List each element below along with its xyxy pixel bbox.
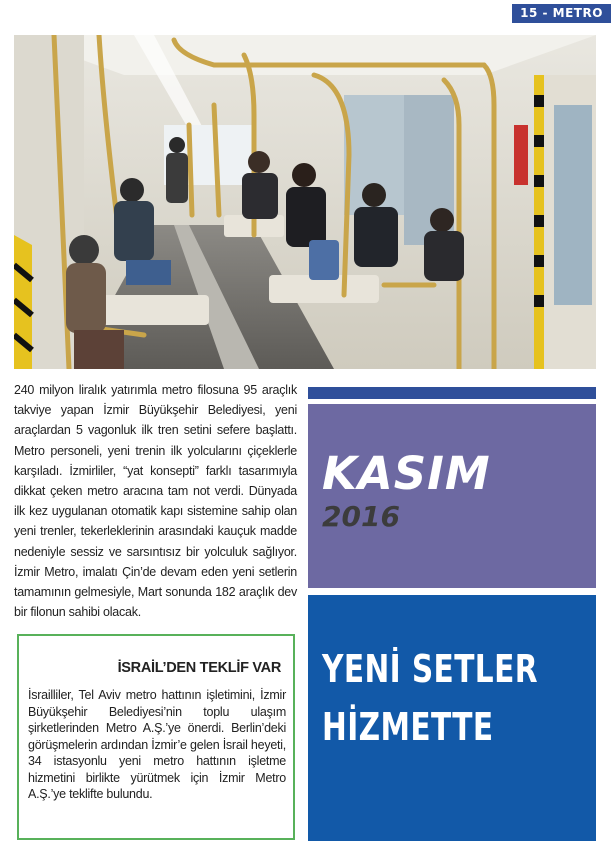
divider-bar	[308, 387, 596, 399]
metro-interior-photo	[14, 35, 596, 369]
article-body: 240 milyon liralık yatırımla metro filosuna 95 araçlık takviye yapan İzmir Büyükşehir Belediyesi, yeni araçlardan 5 vagonluk ilk tren setini sefere başlattı. Metro personeli, yeni trenin ilk yolcularını çiçeklerle karşıladı. İzmirliler, “yat konsepti” farklı tasarımıyla dikkat çeken metro aracına tam not verdi. Dünyada ilk kez uygulanan otomatik kapı sistemine sahip olan yeni trenler, tekerleklerinin arasındaki kauçuk madde nedeniyle sessiz ve sarsıntısız bir yolculuk sağlıyor. İzmir Metro, imalatı Çin’de devam eden yeni setlerin tamamının gelmesiyle, Mart sonunda 182 araçlık dev bir filonun sahibi olacak.	[14, 383, 297, 620]
date-year: 2016	[322, 500, 400, 533]
sidebox-text: İsrailliler, Tel Aviv metro hattının işletimini, İzmir Büyükşehir Belediyesi’nin toplu ulaşım şirketlerinden Metro A.Ş.’ye önerdi. Berlin’deki görüşmelerin ardından İzmir’e gelen İsrail heyeti, 34 istasyonlu yeni metro hattının işletme hizmetini birlikte yürütmek için İzmir Metro A.Ş.’ye teklifte bulundu.	[28, 688, 286, 801]
headline	[322, 640, 538, 756]
sidebox-title: İSRAİL’DEN TEKLİF VAR	[117, 660, 281, 676]
page-number-tag: 15 - METRO	[512, 4, 611, 23]
headline-line-2: HİZMETTE	[322, 705, 494, 749]
israel-offer-box	[17, 634, 295, 840]
date-month: KASIM	[322, 447, 491, 500]
headline-line-1: YENİ SETLER	[322, 647, 538, 691]
